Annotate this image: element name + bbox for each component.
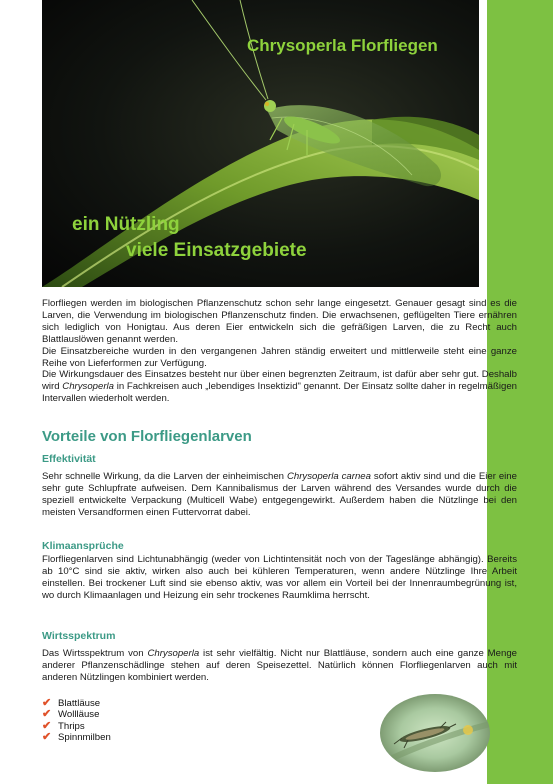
check-icon: ✔ — [42, 719, 52, 732]
intro-paragraph-2: Die Einsatzbereiche wurden in den vergangenen Jahren ständig erweitert und mittlerweile steht eine ganze Reihe von Lieferformen zur Verfügung. — [42, 345, 517, 369]
wirt-heading: Wirtsspektrum — [42, 630, 116, 642]
list-item: ✔ Spinnmilben — [42, 731, 111, 744]
wirt-text: Das Wirtsspektrum von Chrysoperla ist sehr vielfältig. Nicht nur Blattläuse, sondern auch eine ganze Menge anderer Pflanzenschädlinge stehen auf deren Speisezettel. Natürlich können Florfliegenlarven auch mit anderen Nützlingen kombiniert werden. — [42, 648, 517, 683]
larva-photo — [380, 694, 490, 772]
effektivitaet-heading: Effektivität — [42, 453, 96, 465]
check-icon: ✔ — [42, 697, 52, 709]
klima-heading: Klimaansprüche — [42, 540, 124, 552]
hero-subtitle-line1: ein Nützling — [72, 214, 180, 235]
intro-paragraph-1: Florfliegen werden im biologischen Pflanzenschutz schon sehr lange eingesetzt. Genauer gesagt sind es die Larven, die Verwendung im biologischen Pflanzenschutz finden. Die erwachsenen, geflügelten Tiere ernähren sich lediglich von Honigtau. Aus deren Eier entwickeln sich die gefräßigen Larven, die zu Recht auch Blattlauslöwen genannt werden. — [42, 298, 517, 345]
intro-text — [42, 298, 517, 405]
pest-list — [42, 698, 111, 744]
list-item: ✔ Wollläuse — [42, 708, 100, 721]
effektivitaet-text: Sehr schnelle Wirkung, da die Larven der einheimischen Chrysoperla carnea sofort aktiv sind und die Eier eine sehr gute Schlupfrate aufweisen. Dem Kannibalismus der Larven während des Versandes wurde durch die speziell entwickelte Verpackung (Multicell Wabe) entgegengewirkt. Außerdem haben die Nützlinge bei den meisten Versandformen einen Futtervorrat dabei. — [42, 471, 517, 518]
list-item: ✔ Blattläuse — [42, 697, 101, 709]
section-title: Vorteile von Florfliegenlarven — [42, 428, 252, 445]
intro-paragraph-3: Die Wirkungsdauer des Einsatzes besteht nur über einen begrenzten Zeitraum, ist dafür aber sehr gut. Deshalb wird Chrysoperla in Fachkreisen auch „lebendiges Insektizid" genannt. Der Einsatz sollte daher in regelmäßigen Intervallen wiederholt werden. — [42, 369, 517, 405]
hero-subtitle-line2: viele Einsatzgebiete — [126, 240, 307, 261]
hero-image — [42, 0, 479, 287]
klima-text: Florfliegenlarven sind Lichtunabhängig (weder von Lichtintensität noch von der Tageslänge abhängig). Bereits ab 10°C sind sie aktiv, wirken also auch bei kühleren Temperaturen, wenn andere Nützlinge Ihre Arbeit einstellen. Bei trockener Luft sind sie ebenso aktiv, was vor allem ein Vorteil bei der Innenraumbegrünung ist, wo durch Klimaanlagen und Heizung ein sehr trockenes Raumklima herrscht. — [42, 554, 517, 601]
check-icon: ✔ — [42, 708, 52, 721]
list-item: ✔ Thrips — [42, 719, 85, 732]
hero-title: Chrysoperla Florfliegen — [247, 36, 438, 55]
check-icon: ✔ — [42, 731, 52, 744]
